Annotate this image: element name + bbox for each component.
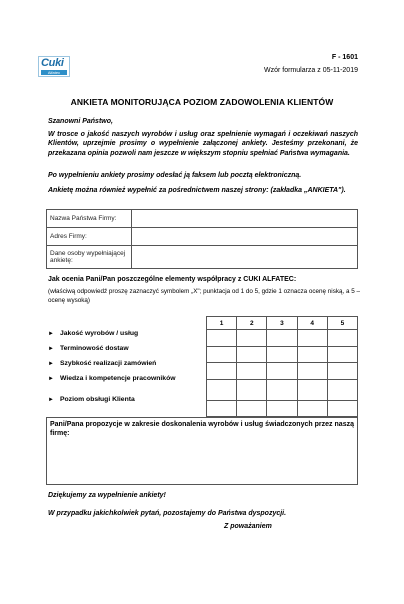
company-address-label: Adres Firmy: xyxy=(47,228,132,246)
form-code: F - 1601 xyxy=(331,54,358,61)
item-label: Jakość wyrobów / usług xyxy=(60,330,139,337)
send-instructions: Po wypełnieniu ankiety prosimy odesłać ją faksem lub pocztą elektroniczną. xyxy=(48,172,302,179)
rating-cell[interactable] xyxy=(207,400,237,417)
rating-cell[interactable] xyxy=(267,346,297,363)
rating-cell[interactable] xyxy=(327,400,357,417)
proposals-label: Pani/Pana propozycje w zakresie doskonalenia wyrobów i usług świadczonych przez naszą firmę: xyxy=(50,421,354,438)
rating-cell[interactable] xyxy=(237,379,267,400)
proposals-box[interactable] xyxy=(46,417,358,485)
rating-cell[interactable] xyxy=(297,379,327,400)
intro-paragraph: W trosce o jakość naszych wyrobów i usług oraz spełnienie wymagań i oczekiwań naszych Klientów, uprzejmie prosimy o wypełnienie załączonej ankiety. Jesteśmy przekonani, że przekazana opinia pozwoli nam jeszcze w większym stopniu spełniać Państwa wymagania. xyxy=(48,131,358,157)
rating-cell[interactable] xyxy=(237,330,267,347)
company-address-field[interactable] xyxy=(132,228,358,246)
item-label: Wiedza i kompetencje pracowników xyxy=(60,375,176,382)
survey-title: ANKIETA MONITORUJĄCA POZIOM ZADOWOLENIA KLIENTÓW xyxy=(70,97,334,107)
rating-cell[interactable] xyxy=(267,363,297,380)
arrow-bullet-icon: ► xyxy=(48,397,54,403)
logo-subtext: Alfatec xyxy=(41,70,67,75)
rating-cell[interactable] xyxy=(237,363,267,380)
rating-cell[interactable] xyxy=(237,346,267,363)
rating-cell[interactable] xyxy=(327,330,357,347)
salutation: Szanowni Państwo, xyxy=(48,118,113,125)
arrow-bullet-icon: ► xyxy=(48,331,54,337)
rating-header: 1 xyxy=(207,317,237,330)
item-label: Terminowość dostaw xyxy=(60,345,129,352)
rating-cell[interactable] xyxy=(327,379,357,400)
rating-question: Jak ocenia Pani/Pan poszczególne elementy współpracy z CUKI ALFATEC: xyxy=(48,276,297,283)
rating-instructions: (właściwą odpowiedź proszę zaznaczyć symbolem „X"; punktacja od 1 do 5, gdzie 1 oznacza ocenę niską, a 5 – ocenę wysoką) xyxy=(48,288,360,304)
rating-cell[interactable] xyxy=(297,346,327,363)
company-name-label: Nazwa Państwa Firmy: xyxy=(47,210,132,228)
rating-cell[interactable] xyxy=(297,363,327,380)
online-instructions: Ankietę można również wypełnić za pośrednictwem naszej strony: (zakładka „ANKIETA"). xyxy=(48,187,346,194)
rating-cell[interactable] xyxy=(297,400,327,417)
rating-cell[interactable] xyxy=(327,346,357,363)
company-logo xyxy=(38,56,70,77)
rating-cell[interactable] xyxy=(297,330,327,347)
rating-header: 3 xyxy=(267,317,297,330)
rating-header: 4 xyxy=(297,317,327,330)
rating-cell[interactable] xyxy=(207,363,237,380)
rating-cell[interactable] xyxy=(207,330,237,347)
company-name-field[interactable] xyxy=(132,210,358,228)
rating-cell[interactable] xyxy=(207,379,237,400)
table-row xyxy=(207,379,358,400)
respondent-field[interactable] xyxy=(132,246,358,269)
thank-you-text: Dziękujemy za wypełnienie ankiety! xyxy=(48,492,166,499)
contact-text: W przypadku jakichkolwiek pytań, pozostajemy do Państwa dyspozycji. xyxy=(48,510,287,517)
respondent-info-table xyxy=(46,209,358,269)
rating-cell[interactable] xyxy=(267,400,297,417)
rating-cell[interactable] xyxy=(237,400,267,417)
form-date: Wzór formularza z 05-11-2019 xyxy=(263,67,358,74)
table-row xyxy=(207,330,358,347)
rating-cell[interactable] xyxy=(267,379,297,400)
arrow-bullet-icon: ► xyxy=(48,346,54,352)
rating-cell[interactable] xyxy=(327,363,357,380)
item-label: Poziom obsługi Klienta xyxy=(60,396,135,403)
table-row xyxy=(207,363,358,380)
closing-regards: Z poważaniem xyxy=(224,523,272,530)
item-label: Szybkość realizacji zamówień xyxy=(60,360,157,367)
arrow-bullet-icon: ► xyxy=(48,361,54,367)
table-row xyxy=(207,400,358,417)
logo-text: Cuki xyxy=(41,57,64,69)
rating-grid xyxy=(206,316,358,417)
rating-header: 5 xyxy=(327,317,357,330)
rating-cell[interactable] xyxy=(267,330,297,347)
table-row xyxy=(207,346,358,363)
arrow-bullet-icon: ► xyxy=(48,376,54,382)
respondent-label: Dane osoby wypełniającej ankietę: xyxy=(47,246,132,269)
rating-header: 2 xyxy=(237,317,267,330)
rating-cell[interactable] xyxy=(207,346,237,363)
rating-header-row xyxy=(207,317,358,330)
